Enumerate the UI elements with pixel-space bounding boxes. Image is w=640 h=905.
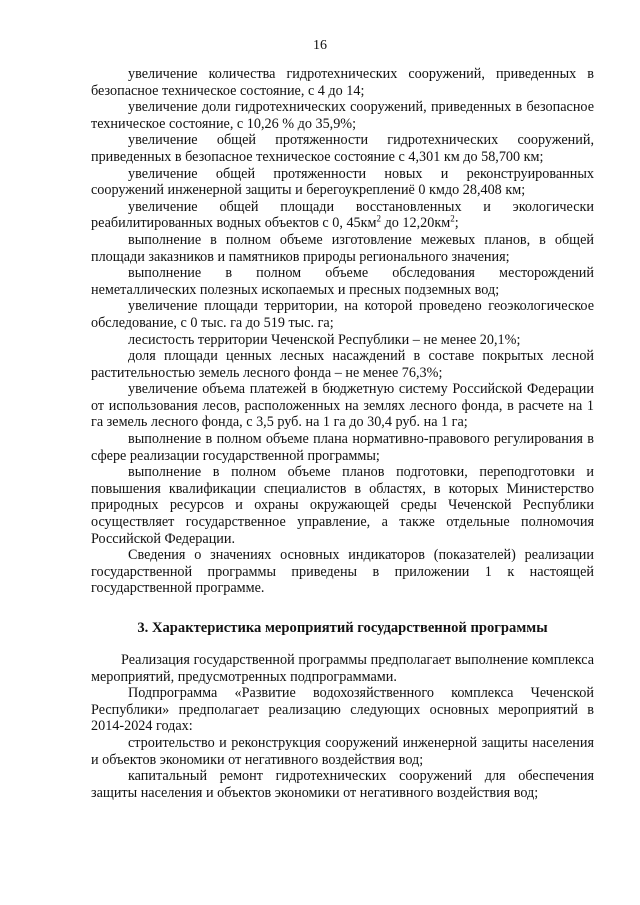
indicators-paragraph: Сведения о значениях основных индикаторов (показателей) реализации государственной программы приведены в приложении 1 к настоящей государственной программе.: [91, 547, 594, 597]
area-superscript-1: 2: [376, 213, 382, 224]
page-number: 16: [313, 38, 327, 53]
area-superscript-2: 2: [450, 213, 455, 224]
list-item: выполнение в полном объеме обследования месторождений неметаллических полезных ископаемых и пресных подземных вод;: [91, 265, 594, 298]
area-text-after: ;: [454, 215, 459, 232]
area-text-before: увеличение общей площади восстановленных и экологически реабилитированных водных объектов с 0, 45км: [91, 198, 594, 232]
list-item: увеличение количества гидротехнических сооружений, приведенных в безопасное техническое состояние, с 4 до 14;: [91, 66, 594, 99]
section-paragraph: строительство и реконструкция сооружений инженерной защиты населения и объектов экономики от негативного воздействия вод;: [91, 734, 594, 768]
list-item: лесистость территории Чеченской Республики – не менее 20,1%;: [128, 331, 521, 348]
list-item: выполнение в полном объеме планов подготовки, переподготовки и повышения квалификации специалистов в областях, в которых Министерство природных ресурсов и охраны окружающей среды Чеченской Республики осуществляет государственное управление, а также отдельные полномочия Российской Федерации.: [91, 464, 594, 547]
list-item: выполнение в полном объеме изготовление межевых планов, в общей площади заказников и памятников природы регионального значения;: [91, 231, 594, 265]
document-body: [91, 66, 594, 801]
list-item-area: [91, 199, 594, 232]
section-heading: 3. Характеристика мероприятий государственной программы: [137, 620, 548, 636]
list-item: увеличение объема платежей в бюджетную систему Российской Федерации от использования лесов, расположенных на землях лесного фонда, в расчете на 1 га земель лесного фонда, с 3,5 руб. на 1 га до 30,4 руб. на 1 га;: [91, 381, 594, 431]
section-paragraph: Подпрограмма «Развитие водохозяйственного комплекса Чеченской Республики» предполагает реализацию следующих основных мероприятий в 2014-2024 годах:: [91, 685, 594, 735]
list-item: увеличение общей протяженности новых и реконструированных сооружений инженерной защиты и берегоукреплениё 0 кмдо 28,408 км;: [91, 165, 594, 199]
list-item: увеличение площади территории, на которой проведено геоэкологическое обследование, с 0 тыс. га до 519 тыс. га;: [91, 298, 594, 331]
list-item: увеличение доли гидротехнических сооружений, приведенных в безопасное техническое состояние, с 10,26 % до 35,9%;: [91, 99, 594, 132]
section-paragraph: капитальный ремонт гидротехнических сооружений для обеспечения защиты населения и объектов экономики от негативного воздействия вод;: [91, 768, 594, 801]
area-text-middle: до 12,20км: [381, 215, 451, 232]
list-item: увеличение общей протяженности гидротехнических сооружений, приведенных в безопасное техническое состояние с 4,301 км до 58,700 км;: [91, 132, 594, 165]
section-paragraph: Реализация государственной программы предполагает выполнение комплекса мероприятий, предусмотренных подпрограммами.: [91, 652, 594, 685]
list-item: выполнение в полном объеме плана нормативно-правового регулирования в сфере реализации государственной программы;: [91, 431, 594, 464]
list-item: доля площади ценных лесных насаждений в составе покрытых лесной растительностью земель лесного фонда – не менее 76,3%;: [91, 348, 594, 381]
